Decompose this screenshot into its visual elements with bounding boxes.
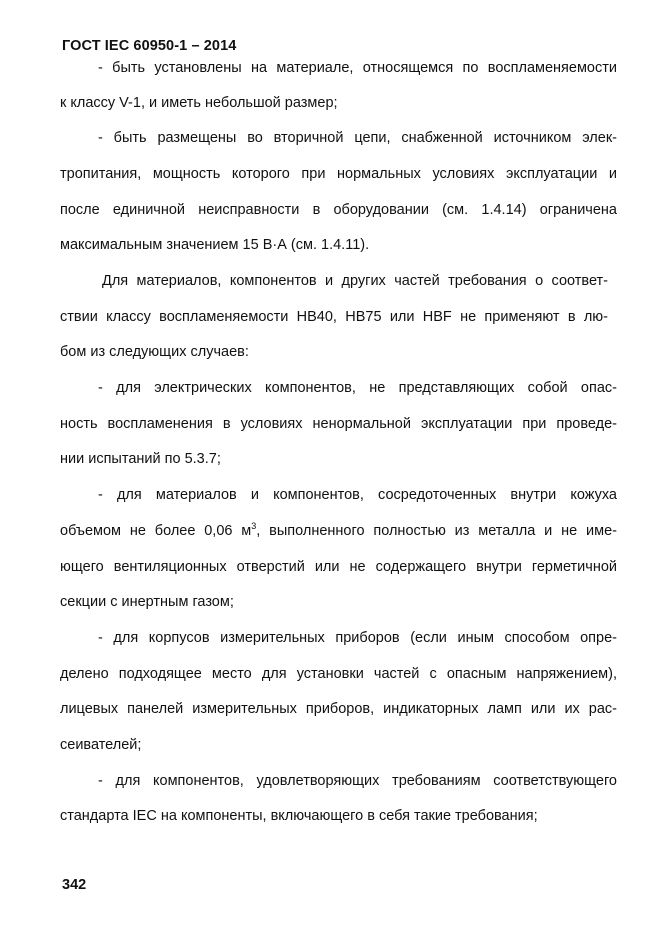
page-number: 342	[62, 877, 87, 893]
text-line: после единичной неисправности в оборудовании (см. 1.4.14) ограничена	[60, 202, 617, 218]
text-line: максимальным значением 15 В·А (см. 1.4.11).	[60, 237, 370, 253]
text-line: ность воспламенения в условиях ненормальной эксплуатации при проведе-	[60, 416, 617, 432]
text-line: сеивателей;	[60, 737, 142, 753]
text-line: Для материалов, компонентов и других частей требования о соответ-	[102, 273, 608, 289]
text-line: - для компонентов, удовлетворяющих требованиям соответствующего	[98, 773, 617, 789]
text-line: тропитания, мощность которого при нормальных условиях эксплуатации и	[60, 166, 617, 182]
text-line	[60, 522, 617, 540]
text-line: - быть размещены во вторичной цепи, снабженной источником элек-	[98, 130, 617, 146]
superscript: 3	[251, 521, 257, 531]
text-line: - для корпусов измерительных приборов (если иным способом опре-	[98, 630, 617, 646]
text-line: к классу V-1, и иметь небольшой размер;	[60, 95, 338, 111]
text-line: - для материалов и компонентов, сосредоточенных внутри кожуха	[98, 487, 617, 503]
document-header: ГОСТ IEC 60950-1 – 2014	[62, 38, 237, 54]
text-line: ющего вентиляционных отверстий или не содержащего внутри герметичной	[60, 559, 617, 575]
text-line: бом из следующих случаев:	[60, 344, 249, 360]
text-line: секции с инертным газом;	[60, 594, 234, 610]
text-fragment: объемом не более 0,06 м	[60, 523, 252, 539]
text-line: - быть установлены на материале, относящемся по воспламеняемости	[98, 60, 617, 76]
text-line: лицевых панелей измерительных приборов, индикаторных ламп или их рас-	[60, 701, 617, 717]
text-line: делено подходящее место для установки частей с опасным напряжением),	[60, 666, 617, 682]
text-line: - для электрических компонентов, не представляющих собой опас-	[98, 380, 617, 396]
text-line: стандарта IEC на компоненты, включающего в себя такие требования;	[60, 808, 538, 824]
text-line: ствии классу воспламеняемости HB40, HB75 или HBF не применяют в лю-	[60, 309, 608, 325]
text-line: нии испытаний по 5.3.7;	[60, 451, 221, 467]
text-fragment: , выполненного полностью из металла и не име-	[256, 523, 617, 539]
